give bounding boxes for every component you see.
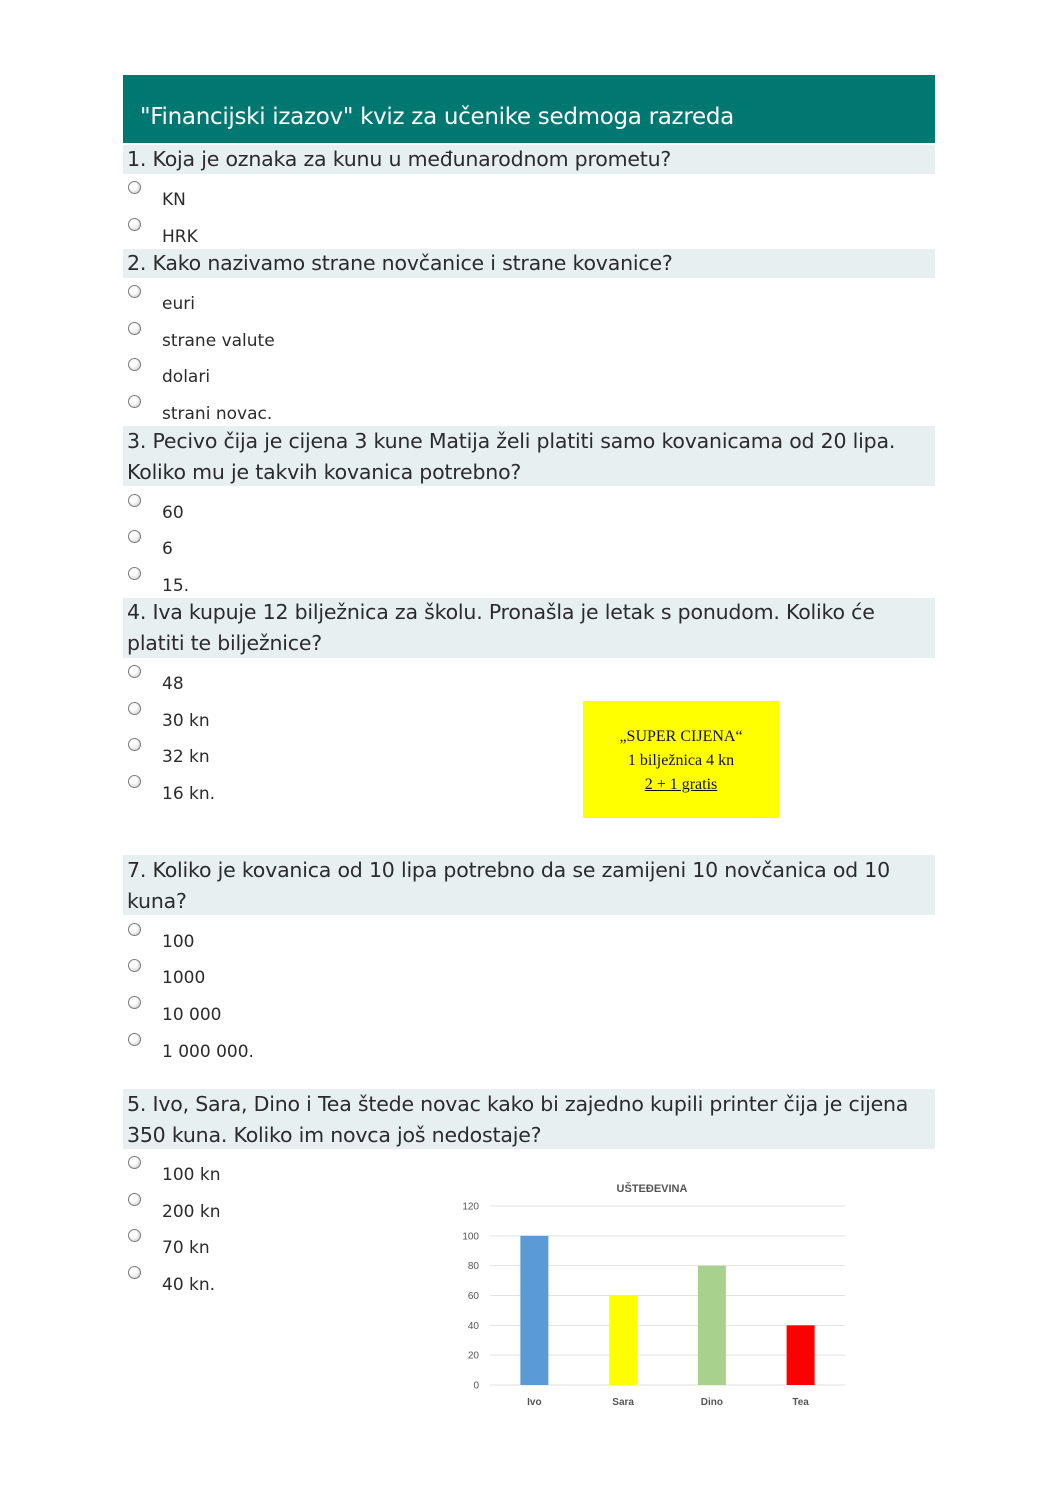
radio-q2-opt2[interactable] [128,322,141,335]
promo-line-2: 1 bilježnica 4 kn [627,752,735,769]
option-q1-1: KN [162,190,186,210]
option-q4-4: 16 kn. [162,784,216,804]
chart-x-tick-labels [527,1397,809,1408]
option-q7-1: 100 [162,932,195,952]
chart-y-tick-0: 0 [473,1380,479,1392]
question-3-line-1: 3. Pecivo čija je cijena 3 kune Matija želi platiti samo kovanicama od 20 lipa. [127,429,896,453]
radio-q7-opt2[interactable] [128,959,141,972]
radio-q7-opt4[interactable] [128,1033,141,1046]
radio-q7-opt1[interactable] [128,923,141,936]
question-2-text [127,248,673,279]
promo-line-3: 2 + 1 gratis [644,776,718,793]
radio-q5-opt3[interactable] [128,1229,141,1242]
question-3-text [127,426,895,488]
radio-q5-opt4[interactable] [128,1266,141,1279]
radio-q2-opt1[interactable] [128,285,141,298]
question-5-text [127,1089,908,1151]
radio-q5-opt1[interactable] [128,1156,141,1169]
option-q4-1: 48 [162,674,184,694]
option-q3-2: 6 [162,539,173,559]
question-4-line-1: 4. Iva kupuje 12 bilježnica za školu. Pronašla je letak s ponudom. Koliko će [127,600,875,624]
question-7-text [127,855,890,917]
option-q1-2: HRK [162,227,198,247]
chart-bars [520,1236,814,1385]
radio-q5-opt2[interactable] [128,1193,141,1206]
option-q5-2: 200 kn [162,1202,221,1222]
question-3-line-2: Koliko mu je takvih kovanica potrebno? [127,460,522,484]
option-q7-2: 1000 [162,968,206,988]
question-1-text [127,144,671,175]
question-7-line-2: kuna? [127,889,187,913]
chart-x-label-dino: Dino [700,1397,723,1408]
chart-y-tick-2: 40 [467,1320,479,1332]
question-4-line-2: platiti te bilježnice? [127,631,322,655]
radio-q2-opt3[interactable] [128,358,141,371]
question-7-line-1: 7. Koliko je kovanica od 10 lipa potrebno da se zamijeni 10 novčanica od 10 [127,858,890,882]
chart-title: UŠTEĐEVINA [616,1183,688,1195]
radio-q4-opt1[interactable] [128,665,141,678]
option-q2-4: strani novac. [162,404,273,424]
promo-line-1: „SUPER CIJENA“ [619,728,743,745]
option-q2-1: euri [162,294,195,314]
question-4-text [127,597,875,659]
chart-x-label-tea: Tea [792,1397,809,1408]
question-2-line-1: 2. Kako nazivamo strane novčanice i strane kovanice? [127,251,673,275]
radio-q2-opt4[interactable] [128,395,141,408]
option-q3-3: 15. [162,576,190,596]
chart-y-tick-labels [462,1202,479,1392]
radio-q3-opt2[interactable] [128,530,141,543]
option-q2-2: strane valute [162,331,275,351]
option-q5-3: 70 kn [162,1238,210,1258]
chart-x-label-sara: Sara [612,1397,634,1408]
bar-tea [787,1325,815,1385]
option-q4-3: 32 kn [162,747,210,767]
option-q3-1: 60 [162,503,184,523]
savings-bar-chart [440,1168,860,1418]
option-q7-4: 1 000 000. [162,1042,254,1062]
option-q7-3: 10 000 [162,1005,222,1025]
radio-q4-opt3[interactable] [128,738,141,751]
option-q5-1: 100 kn [162,1165,221,1185]
quiz-title: "Financijski izazov" kviz za učenike sedmoga razreda [140,104,734,130]
question-1-line-1: 1. Koja je oznaka za kunu u međunarodnom prometu? [127,147,672,171]
radio-q7-opt3[interactable] [128,996,141,1009]
chart-y-tick-6: 120 [462,1201,479,1213]
radio-q4-opt4[interactable] [128,775,141,788]
chart-y-tick-5: 100 [462,1231,479,1243]
promo-flyer [583,701,779,818]
option-q4-2: 30 kn [162,711,210,731]
chart-y-tick-4: 80 [467,1261,479,1273]
bar-sara [609,1296,637,1386]
question-5-line-2: 350 kuna. Koliko im novca još nedostaje? [127,1123,542,1147]
chart-y-tick-3: 60 [467,1291,479,1302]
chart-y-tick-1: 20 [467,1350,479,1362]
option-q5-4: 40 kn. [162,1275,216,1295]
bar-dino [698,1266,726,1385]
question-5-line-1: 5. Ivo, Sara, Dino i Tea štede novac kako bi zajedno kupili printer čija je cijena [127,1092,909,1116]
radio-q3-opt3[interactable] [128,567,141,580]
radio-q4-opt2[interactable] [128,702,141,715]
option-q2-3: dolari [162,367,211,387]
radio-q1-opt1[interactable] [128,181,141,194]
radio-q3-opt1[interactable] [128,494,141,507]
bar-ivo [520,1236,548,1385]
chart-x-label-ivo: Ivo [527,1397,542,1408]
radio-q1-opt2[interactable] [128,218,141,231]
